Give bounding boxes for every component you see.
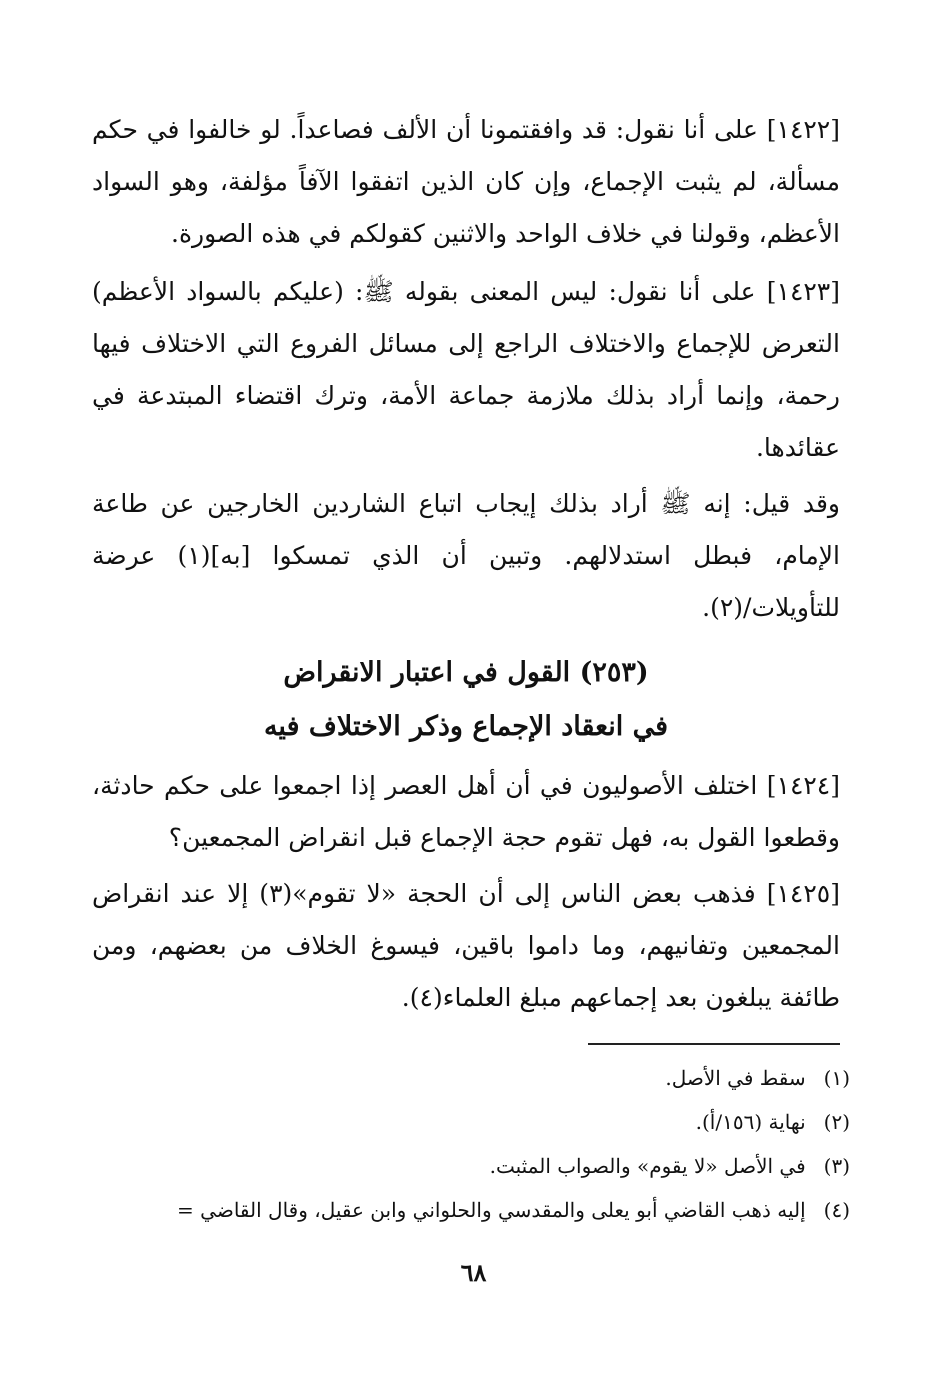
footnote-3 <box>92 1144 850 1188</box>
section-heading-line-2: في انعقاد الإجماع وذكر الاختلاف فيه <box>263 711 669 742</box>
footnote-number: (٣) <box>823 1154 850 1178</box>
footnote-4 <box>92 1188 850 1232</box>
footnote-divider <box>588 1043 840 1045</box>
paragraph-1425: [١٤٢٥] فذهب بعض الناس إلى أن الحجة «لا تقوم»(٣) إلا عند انقراض المجمعين وتفانيهم، وما داموا باقين، فيسوغ الخلاف من بعضهم، ومن طائفة يبلغون بعد إجماعهم مبلغ العلماء(٤). <box>92 879 840 1012</box>
paragraph-1424: [١٤٢٤] اختلف الأصوليون في أن أهل العصر إذا اجمعوا على حكم حادثة، وقطعوا القول به، فهل تقوم حجة الإجماع قبل انقراض المجمعين؟ <box>92 771 840 852</box>
paragraph-qad-qila: وقد قيل: إنه ﷺ أراد بذلك إيجاب اتباع الشاردين الخارجين عن طاعة الإمام، فبطل استدلالهم. وتبين أن الذي تمسكوا [به](١) عرضة للتأويلات/(٢). <box>92 489 841 622</box>
page-number: ٦٨ <box>460 1258 487 1287</box>
footnote-number: (٤) <box>823 1198 850 1222</box>
footnote-text: في الأصل «لا يقوم» والصواب المثبت. <box>489 1154 806 1178</box>
footnote-text: نهاية (١٥٦/أ). <box>695 1110 806 1134</box>
paragraph-1422: [١٤٢٢] على أنا نقول: قد وافقتمونا أن الألف فصاعداً. لو خالفوا في حكم مسألة، لم يثبت الإجماع، وإن كان الذين اتفقوا الآفاً مؤلفة، وهو السواد الأعظم، وقولنا في خلاف الواحد والاثنين كقولكم في هذه الصورة. <box>92 115 840 248</box>
footnote-number: (٢) <box>823 1110 850 1134</box>
footnotes-list <box>92 1056 850 1232</box>
footnote-number: (١) <box>823 1066 850 1090</box>
footnote-text: سقط في الأصل. <box>665 1066 806 1090</box>
footnote-2 <box>92 1100 850 1144</box>
paragraph-1423: [١٤٢٣] على أنا نقول: ليس المعنى بقوله ﷺ: (عليكم بالسواد الأعظم) التعرض للإجماع والاختلاف الراجع إلى مسائل الفروع التي الاختلاف فيها رحمة، وإنما أراد بذلك ملازمة جماعة الأمة، وترك اقتضاء المبتدعة في عقائدها. <box>92 277 840 462</box>
section-heading-line-1: (٢٥٣) القول في اعتبار الانقراض <box>283 657 649 688</box>
footnote-text: إليه ذهب القاضي أبو يعلى والمقدسي والحلواني وابن عقيل، وقال القاضي = <box>177 1198 806 1222</box>
footnote-1 <box>92 1056 850 1100</box>
